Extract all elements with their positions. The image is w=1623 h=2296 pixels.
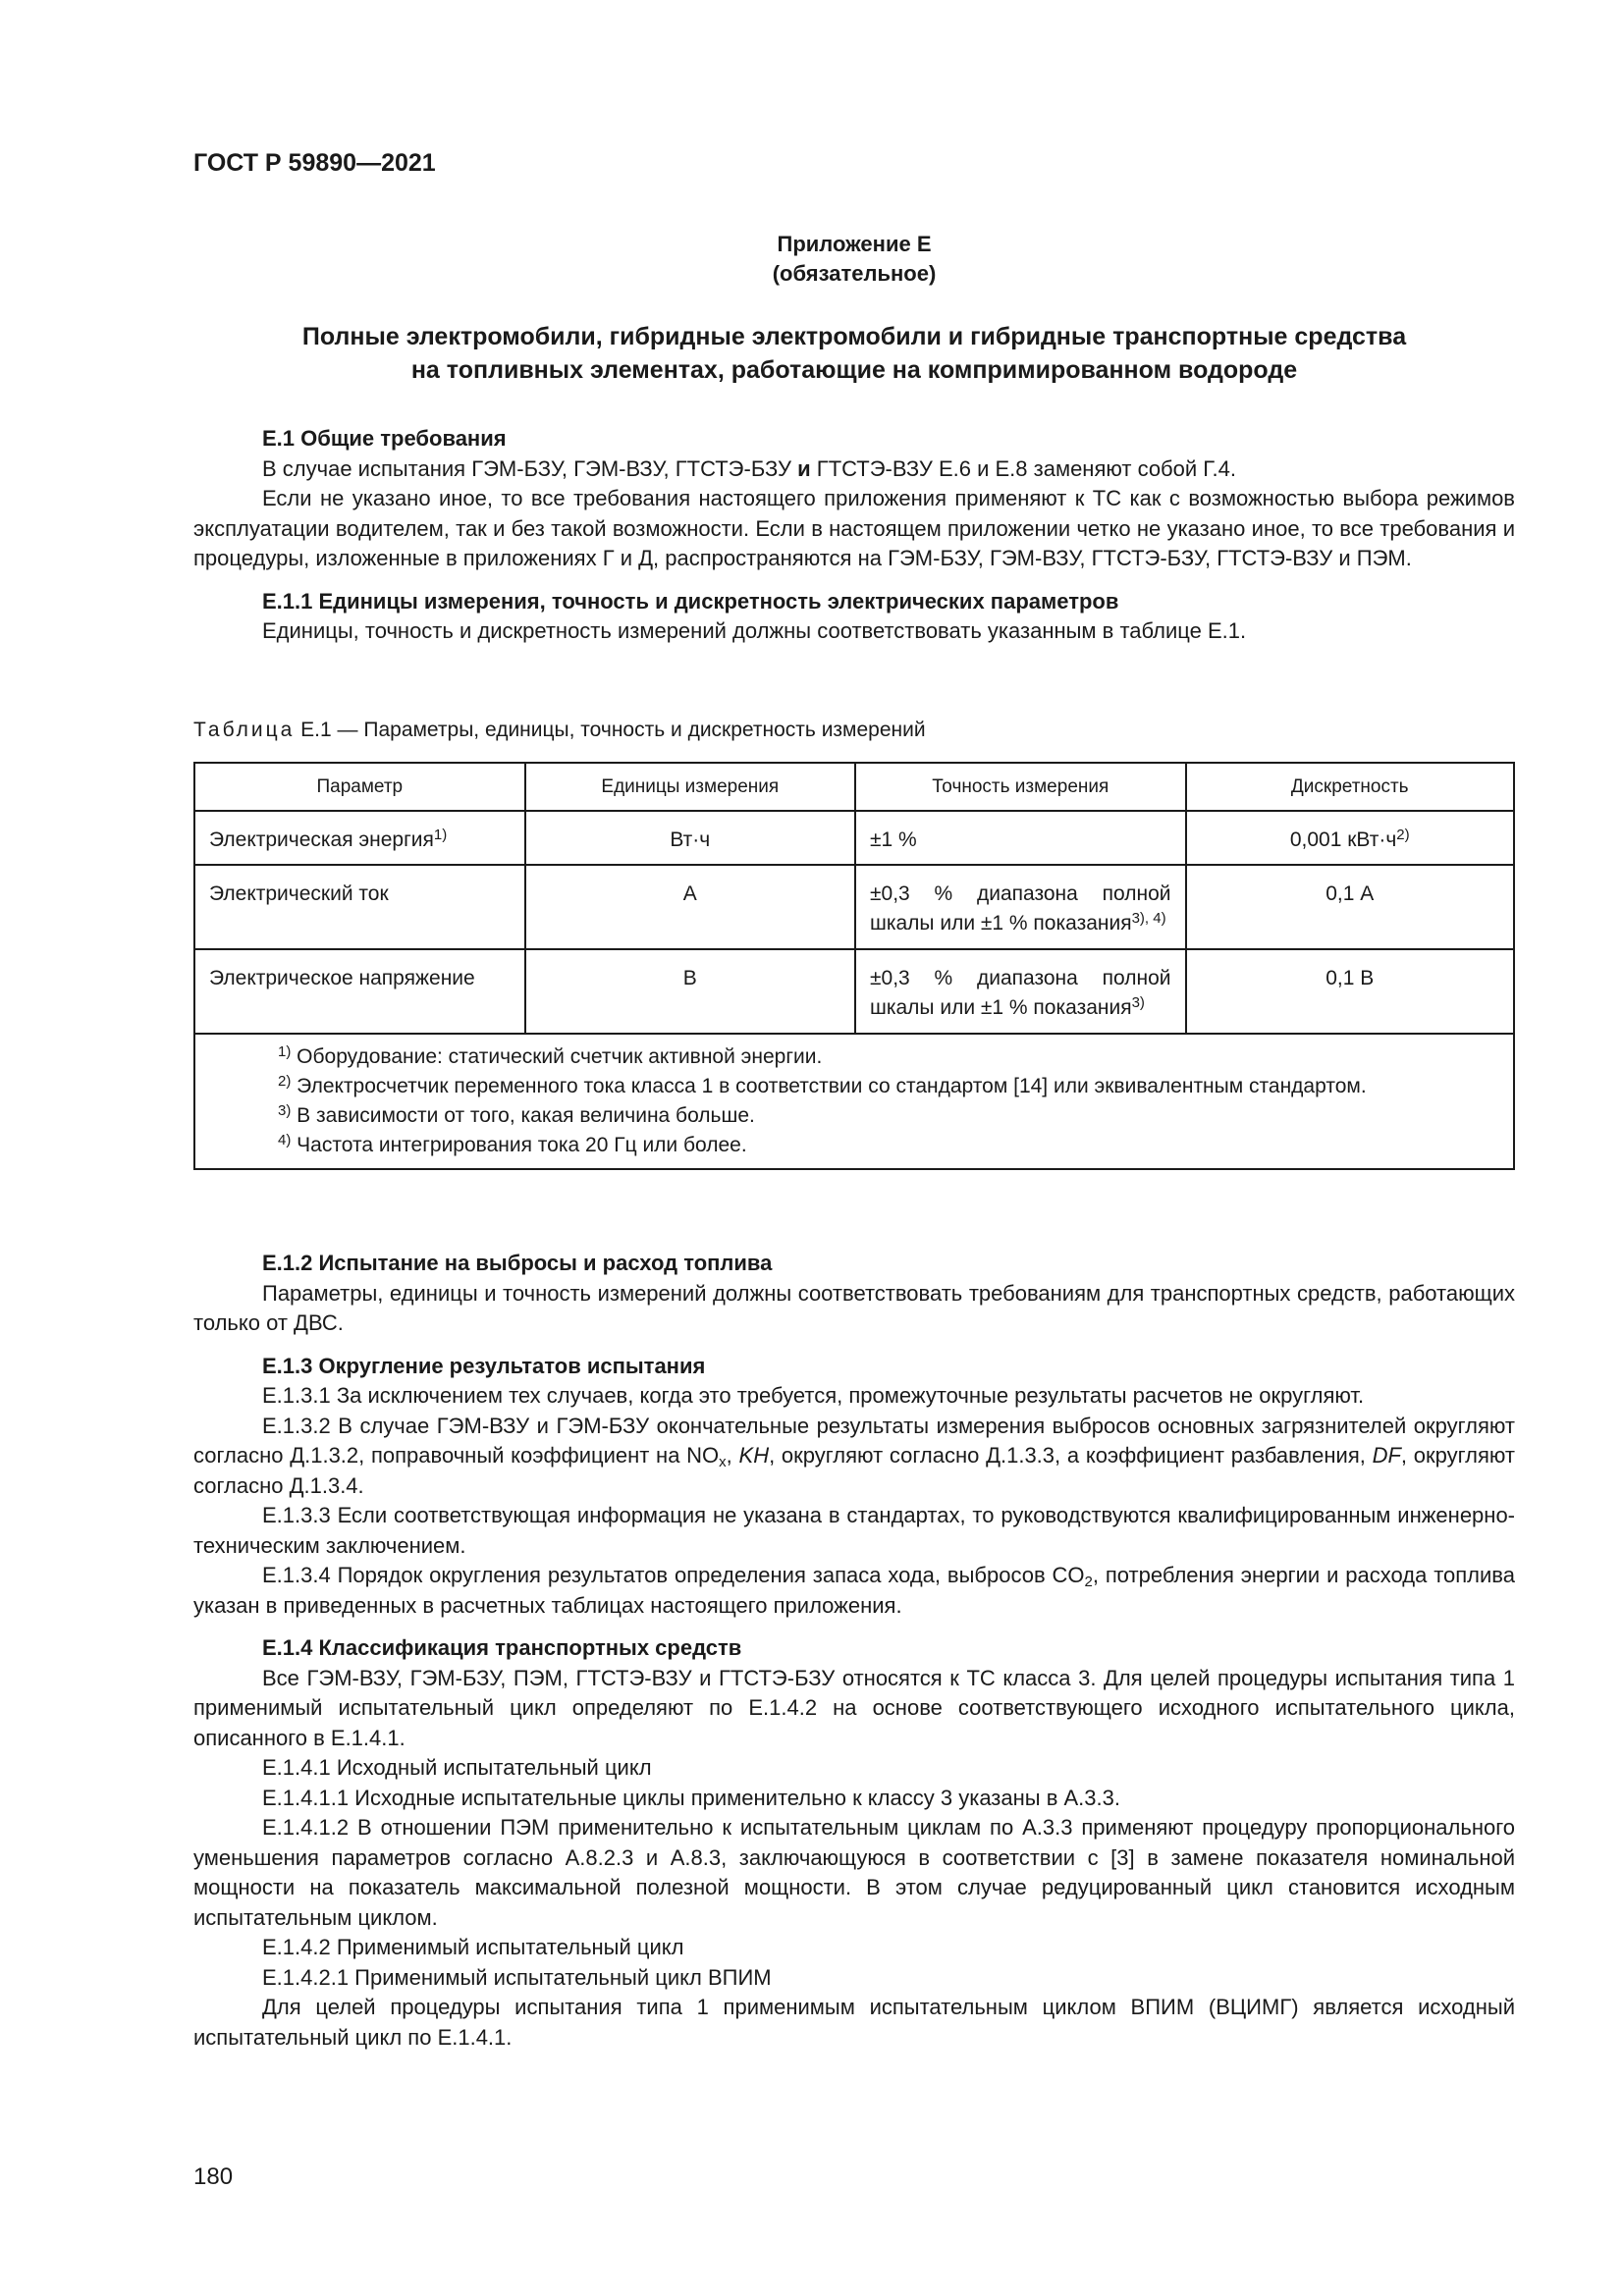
paragraph: Для целей процедуры испытания типа 1 применимым испытательным циклом ВПИМ (ВЦИМГ) является исходный испытательный цикл по Е.1.4.1. [193,1995,1515,2050]
table-row [194,811,1514,865]
paragraph: В случае испытания ГЭМ-БЗУ, ГЭМ-ВЗУ, ГТСТЭ-БЗУ и ГТСТЭ-ВЗУ Е.6 и Е.8 заменяют собой Г.4. [262,455,1236,481]
table-note: $^{1)}$ Оборудование: статический счетчик активной энергии. [278,1043,823,1068]
paragraph: Если не указано иное, то все требования настоящего приложения применяют к ТС как с возможностью выбора режимов эксплуатации водителем, так и без такой возможности. Если в настоящем приложении четко не указано иное, то все требования и процедуры, изложенные в приложениях Г и Д, распространяются на ГЭМ-БЗУ, ГЭМ-ВЗУ, ГТСТЭ-БЗУ, ГТСТЭ-ВЗУ и ПЭМ. [193,486,1515,570]
table-row [194,865,1514,949]
parameters-table [193,762,1515,1170]
subsection-heading: Е.1.4 Классификация транспортных средств [262,1635,742,1660]
section-e1 [193,424,1515,647]
table-notes [194,1034,1514,1169]
param-cell: Электрическая энергия$^{1)}$ [194,811,525,865]
table-header-cell: Параметр [194,763,525,811]
table-note: $^{2)}$ Электросчетчик переменного тока класса 1 в соответствии со стандартом [14] или эквивалентным стандартом. [278,1073,1367,1097]
paragraph: Е.1.4.2 Применимый испытательный цикл [262,1935,684,1959]
sections-e12-e14 [193,1249,1515,2053]
subsection-heading: Е.1.3 Округление результатов испытания [262,1353,706,1378]
paragraph: Е.1.4.1 Исходный испытательный цикл [262,1755,652,1780]
page-number: 180 [193,2163,234,2190]
subsection-heading: Е.1.2 Испытание на выбросы и расход топлива [262,1251,773,1275]
paragraph: Е.1.3.4 Порядок округления результатов определения запаса хода, выбросов $CO_2$, потребления энергии и расхода топлива указан в приведенных в расчетных таблицах настоящего приложения. [193,1563,1515,1618]
table-notes-row [194,1034,1514,1169]
paragraph: Е.1.4.2.1 Применимый испытательный цикл ВПИМ [262,1964,772,1990]
resolution-cell: 0,1 В [1186,949,1515,1034]
subsection-heading: Е.1.1 Единицы измерения, точность и дискретность электрических параметров [262,588,1119,614]
paragraph: Все ГЭМ-ВЗУ, ГЭМ-БЗУ, ПЭМ, ГТСТЭ-ВЗУ и ГТСТЭ-БЗУ относятся к ТС класса 3. Для целей процедуры испытания типа 1 применимый испытательный цикл определяют по Е.1.4.2 на основе соответствующего исходного испытательного цикла, описанного в Е.1.4.1. [193,1665,1515,1750]
unit-cell: В [525,949,855,1034]
accuracy-cell: ±0,3 % диапазона полной шкалы или ±1 % показания$^{3)}$ [855,949,1186,1034]
table-header-cell: Дискретность [1186,763,1515,811]
param-cell: Электрический ток [194,865,525,949]
table-header-cell: Единицы измерения [525,763,855,811]
appendix-title-line-2: на топливных элементах, работающие на компримированном водороде [410,356,1298,384]
appendix-title [193,320,1515,387]
paragraph: Параметры, единицы и точность измерений должны соответствовать требованиям для транспортных средств, работающих только от ДВС. [193,1280,1515,1335]
accuracy-cell: ±0,3 % диапазона полной шкалы или ±1 % показания$^{3), 4)}$ [855,865,1186,949]
paragraph: Е.1.3.3 Если соответствующая информация не указана в стандартах, то руководствуются квалифицированным инженерно-техническим заключением. [193,1503,1515,1558]
table-note: $^{3)}$ В зависимости от того, какая величина больше. [278,1102,755,1127]
paragraph: Е.1.4.1.2 В отношении ПЭМ применительно к испытательным циклам по А.3.3 применяют процедуру пропорционального уменьшения параметров согласно А.8.2.3 и А.8.3, заключающуюся в соответствии с [3] в замене показателя номинальной мощности на показатель максимальной полезной мощности. В этом случае редуцированный цикл становится исходным испытательным циклом. [193,1815,1515,1930]
table-row [194,949,1514,1034]
table-caption: Таблица Е.1 — Параметры, единицы, точность и дискретность измерений [193,719,926,741]
table-header-row [194,763,1514,811]
table-header-cell: Точность измерения [855,763,1186,811]
paragraph: Единицы, точность и дискретность измерений должны соответствовать указанным в таблице Е.1. [262,618,1247,643]
paragraph: Е.1.4.1.1 Исходные испытательные циклы применительно к классу 3 указаны в А.3.3. [262,1785,1120,1810]
resolution-cell: 0,1 А [1186,865,1515,949]
paragraph: Е.1.3.2 В случае ГЭМ-ВЗУ и ГЭМ-БЗУ окончательные результаты измерения выбросов основных загрязнителей округляют согласно Д.1.3.2, поправочный коэффициент на $NO_x$, KH, округляют согласно Д.1.3.3, а коэффициент разбавления, DF, округляют согласно Д.1.3.4. [193,1413,1515,1498]
resolution-cell: 0,001 $кВт\cdot ч^{2)}$ [1186,811,1515,865]
appendix-label: Приложение Е [777,232,932,256]
appendix-heading [193,230,1515,289]
table-note: $^{4)}$ Частота интегрирования тока 20 Гц или более. [278,1132,747,1156]
paragraph: Е.1.3.1 За исключением тех случаев, когда это требуется, промежуточные результаты расчетов не округляют. [262,1383,1365,1408]
appendix-title-line-1: Полные электромобили, гибридные электромобили и гибридные транспортные средства [301,323,1407,350]
appendix-status: (обязательное) [772,261,937,286]
unit-cell: А [525,865,855,949]
accuracy-cell: ±1 % [855,811,1186,865]
unit-cell: Вт·ч [525,811,855,865]
param-cell: Электрическое напряжение [194,949,525,1034]
section-heading: Е.1 Общие требования [262,426,507,451]
document-code: ГОСТ Р 59890—2021 [193,149,436,177]
